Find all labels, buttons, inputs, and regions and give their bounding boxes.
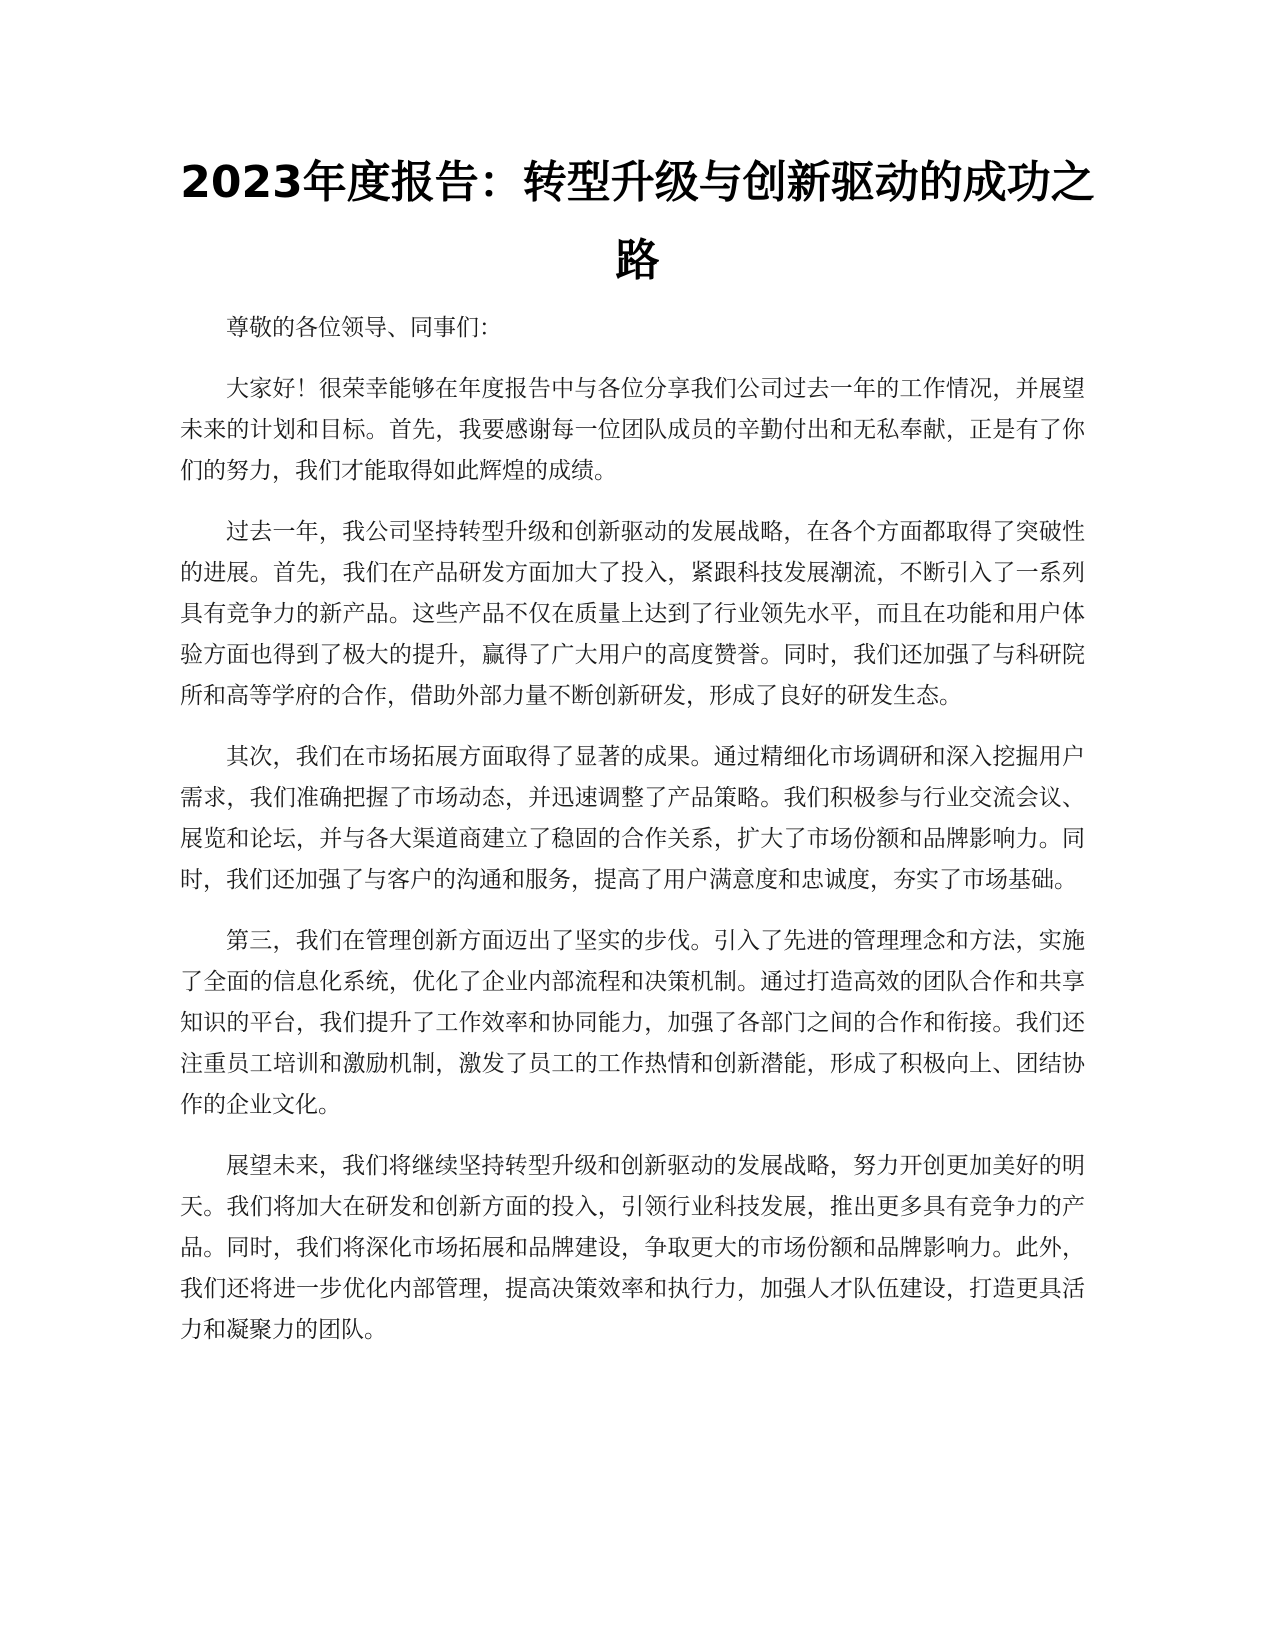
document-title: 2023年度报告：转型升级与创新驱动的成功之路 bbox=[180, 157, 1095, 286]
body-paragraph: 其次，我们在市场拓展方面取得了显著的成果。通过精细化市场调研和深入挖掘用户需求，我们准确把握了市场动态，并迅速调整了产品策略。我们积极参与行业交流会议、展览和论坛，并与各大渠道商建立了稳固的合作关系，扩大了市场份额和品牌影响力。同时，我们还加强了与客户的沟通和服务，提高了用户满意度和忠诚度，夯实了市场基础。 bbox=[180, 744, 1085, 893]
body-paragraph: 过去一年，我公司坚持转型升级和创新驱动的发展战略，在各个方面都取得了突破性的进展。首先，我们在产品研发方面加大了投入，紧跟科技发展潮流，不断引入了一系列具有竞争力的新产品。这些产品不仅在质量上达到了行业领先水平，而且在功能和用户体验方面也得到了极大的提升，赢得了广大用户的高度赞誉。同时，我们还加强了与科研院所和高等学府的合作，借助外部力量不断创新研发，形成了良好的研发生态。 bbox=[180, 519, 1085, 709]
salutation-paragraph: 尊敬的各位领导、同事们： bbox=[226, 315, 502, 341]
document-body bbox=[180, 308, 1085, 1371]
body-paragraph: 第三，我们在管理创新方面迈出了坚实的步伐。引入了先进的管理理念和方法，实施了全面的信息化系统，优化了企业内部流程和决策机制。通过打造高效的团队合作和共享知识的平台，我们提升了工作效率和协同能力，加强了各部门之间的合作和衔接。我们还注重员工培训和激励机制，激发了员工的工作热情和创新潜能，形成了积极向上、团结协作的企业文化。 bbox=[180, 928, 1085, 1118]
body-paragraph: 大家好！很荣幸能够在年度报告中与各位分享我们公司过去一年的工作情况，并展望未来的计划和目标。首先，我要感谢每一位团队成员的辛勤付出和无私奉献，正是有了你们的努力，我们才能取得如此辉煌的成绩。 bbox=[180, 376, 1085, 484]
body-paragraph: 展望未来，我们将继续坚持转型升级和创新驱动的发展战略，努力开创更加美好的明天。我们将加大在研发和创新方面的投入，引领行业科技发展，推出更多具有竞争力的产品。同时，我们将深化市场拓展和品牌建设，争取更大的市场份额和品牌影响力。此外，我们还将进一步优化内部管理，提高决策效率和执行力，加强人才队伍建设，打造更具活力和凝聚力的团队。 bbox=[180, 1153, 1085, 1343]
